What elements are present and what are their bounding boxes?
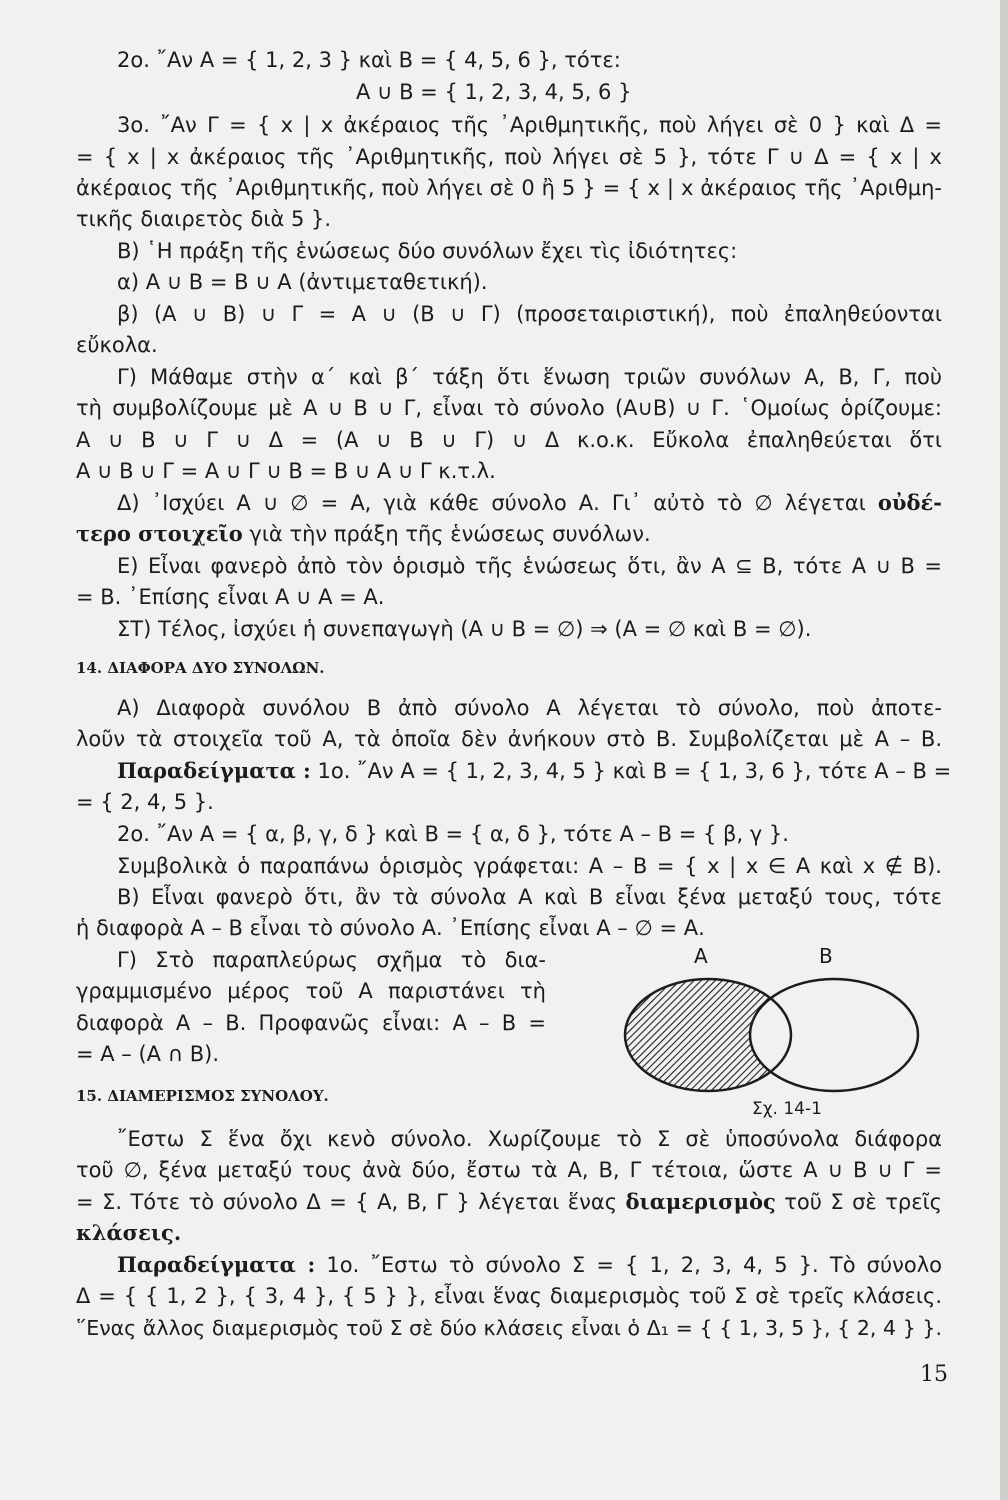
text-line: = { 2, 4, 5 }. (76, 790, 214, 814)
text-line (76, 519, 942, 549)
text-line: Β) Εἶναι φανερὸ ὅτι, ἂν τὰ σύνολα Α καὶ Β εἶναι ξένα μεταξύ τους, τότε (117, 885, 942, 909)
set-b-label: Β (819, 944, 833, 968)
text-line: γραμμισμένο μέρος τοῦ Α παριστάνει τὴ (76, 979, 546, 1003)
text-line: τικῆς διαιρετὸς διὰ 5 }. (76, 207, 332, 231)
text-line: Ε) Εἶναι φανερὸ ἀπὸ τὸν ὁρισμὸ τῆς ἑνώσεως ὅτι, ἂν Α ⊆ Β, τότε Α ∪ Β = (117, 554, 942, 578)
text-span: = Σ. Τότε τὸ σύνολο Δ = { Α, Β, Γ } λέγεται ἕνας (76, 1190, 626, 1214)
text-line: Α ∪ Β ∪ Γ = Α ∪ Γ ∪ Β = Β ∪ Α ∪ Γ κ.τ.λ. (76, 459, 496, 483)
bold-term: τερο στοιχεῖο (76, 521, 243, 546)
example-2-line: 2ο. ῎Αν Α = { 1, 2, 3 } καὶ Β = { 4, 5, 6 }, τότε: (117, 48, 621, 72)
examples-label: Παραδείγματα : (117, 1252, 316, 1277)
text-line: 3ο. ῎Αν Γ = { x | x ἀκέραιος τῆς ᾿Αριθμητικῆς, ποὺ λήγει σὲ 0 } καὶ Δ = (117, 113, 942, 137)
text-line: λοῦν τὰ στοιχεῖα τοῦ Α, τὰ ὁποῖα δὲν ἀνήκουν στὸ Β. Συμβολίζεται μὲ Α – Β. (76, 727, 942, 751)
text-line: α) Α ∪ Β = Β ∪ Α (ἀντιμεταθετική). (117, 270, 488, 294)
text-line: Γ) Μάθαμε στὴν α΄ καὶ β΄ τάξη ὅτι ἕνωση τριῶν συνόλων Α, Β, Γ, ποὺ (117, 365, 942, 389)
figure-caption: Σχ. 14-1 (752, 1099, 822, 1119)
text-line: 2ο. ῎Αν Α = { α, β, γ, δ } καὶ Β = { α, δ }, τότε Α – Β = { β, γ }. (117, 822, 789, 846)
set-a-label: Α (694, 944, 708, 968)
text-line: = Β. ᾿Επίσης εἶναι Α ∪ Α = Α. (76, 585, 385, 609)
text-line: τὴ συμβολίζουμε μὲ Α ∪ Β ∪ Γ, εἶναι τὸ σύνολο (Α∪Β) ∪ Γ. ῾Ομοίως ὁρίζουμε: (76, 396, 942, 420)
union-result-line: Α ∪ Β = { 1, 2, 3, 4, 5, 6 } (356, 80, 632, 104)
text-line: Δ = { { 1, 2 }, { 3, 4 }, { 5 } }, εἶναι ἕνας διαμερισμὸς τοῦ Σ σὲ τρεῖς κλάσεις. (76, 1284, 942, 1308)
text-line: ἡ διαφορὰ Α – Β εἶναι τὸ σύνολο Α. ᾿Επίσης εἶναι Α – ∅ = Α. (76, 916, 705, 940)
examples-label: Παραδείγματα : (117, 758, 311, 783)
text-span: 1ο. ῎Αν Α = { 1, 2, 3, 4, 5 } καὶ Β = { 1, 3, 6 }, τότε Α – Β = (310, 759, 952, 783)
page-edge-shadow (1000, 0, 1008, 1500)
text-line: ἀκέραιος τῆς ᾿Αριθμητικῆς, ποὺ λήγει σὲ 0 ἢ 5 } = { x | x ἀκέραιος τῆς ᾿Αριθμη- (76, 176, 942, 200)
text-span: 1ο. ῎Εστω τὸ σύνολο Σ = { 1, 2, 3, 4, 5 }. Τὸ σύνολο (315, 1253, 942, 1277)
text-span: Δ) ᾿Ισχύει Α ∪ ∅ = Α, γιὰ κάθε σύνολο Α. Γι᾿ αὐτὸ τὸ ∅ λέγεται (117, 491, 866, 515)
text-line: Α ∪ Β ∪ Γ ∪ Δ = (Α ∪ Β ∪ Γ) ∪ Δ κ.ο.κ. Εὔκολα ἐπαληθεύεται ὅτι (76, 428, 942, 452)
text-line: = { x | x ἀκέραιος τῆς ᾿Αριθμητικῆς, ποὺ λήγει σὲ 5 }, τότε Γ ∪ Δ = { x | x (76, 145, 942, 169)
text-line: ΣΤ) Τέλος, ἰσχύει ἡ συνεπαγωγὴ (Α ∪ Β = ∅) ⇒ (Α = ∅ καὶ Β = ∅). (117, 617, 812, 641)
bold-term: οὐδέ- (877, 490, 942, 515)
text-line: Συμβολικὰ ὁ παραπάνω ὁρισμὸς γράφεται: Α – Β = { x | x ∈ Α καὶ x ∉ Β). (117, 854, 942, 878)
text-line: β) (Α ∪ Β) ∪ Γ = Α ∪ (Β ∪ Γ) (προσεταιριστική), ποὺ ἐπαληθεύονται (117, 302, 942, 326)
text-line: Α) Διαφορὰ συνόλου Β ἀπὸ σύνολο Α λέγεται τὸ σύνολο, ποὺ ἀποτε- (117, 696, 942, 720)
page-number: 15 (920, 1362, 948, 1387)
section-14-heading: 14. ΔΙΑΦΟΡΑ ΔΥΟ ΣΥΝΟΛΩΝ. (76, 659, 325, 677)
text-span: τοῦ Σ σὲ τρεῖς (775, 1190, 942, 1214)
text-line: ῎Εστω Σ ἕνα ὄχι κενὸ σύνολο. Χωρίζουμε τὸ Σ σὲ ὑποσύνολα διάφορα (117, 1127, 942, 1151)
bold-term: διαμερισμὸς (625, 1189, 776, 1214)
bold-term: κλάσεις. (76, 1220, 182, 1245)
text-span: γιὰ τὴν πράξη τῆς ἑνώσεως συνόλων. (242, 522, 651, 546)
text-line (117, 488, 942, 518)
venn-diagram (620, 976, 924, 1094)
text-line: Β) ῾Η πράξη τῆς ἑνώσεως δύο συνόλων ἔχει τὶς ἰδιότητες: (117, 239, 738, 263)
section-15-heading: 15. ΔΙΑΜΕΡΙΣΜΟΣ ΣΥΝΟΛΟΥ. (76, 1087, 329, 1105)
text-line: τοῦ ∅, ξένα μεταξύ τους ἀνὰ δύο, ἔστω τὰ Α, Β, Γ τέτοια, ὥστε Α ∪ Β ∪ Γ = (76, 1158, 942, 1182)
text-line (76, 1187, 942, 1217)
text-line: ῞Ενας ἄλλος διαμερισμὸς τοῦ Σ σὲ δύο κλάσεις εἶναι ὁ Δ₁ = { { 1, 3, 5 }, { 2, 4 } }. (76, 1316, 942, 1340)
text-line: διαφορὰ Α – Β. Προφανῶς εἶναι: Α – Β = (76, 1011, 546, 1035)
text-line (76, 1218, 942, 1248)
text-line: Γ) Στὸ παραπλεύρως σχῆμα τὸ δια- (117, 948, 546, 972)
text-line (117, 1250, 942, 1280)
text-line: εὔκολα. (76, 333, 158, 357)
text-line (117, 756, 951, 786)
text-line: = Α – (Α ∩ Β). (76, 1042, 220, 1066)
